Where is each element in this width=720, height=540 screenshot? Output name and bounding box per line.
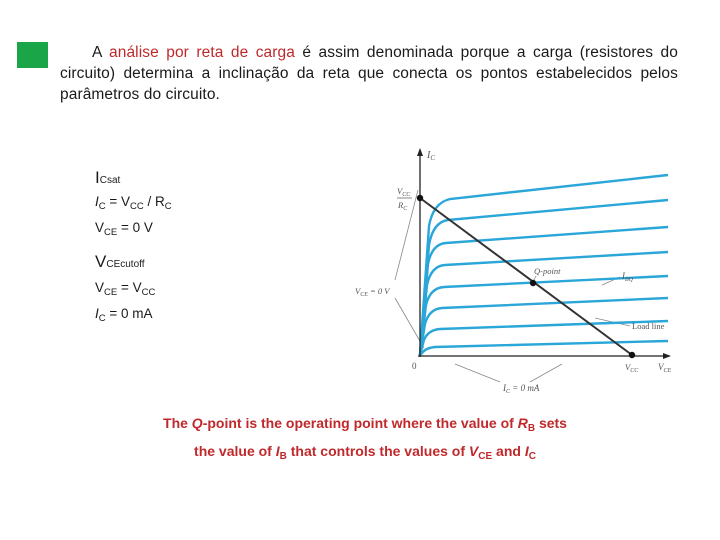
vcc-rc-top-label: $V_{CC}$ [397, 186, 411, 198]
characteristic-curves [420, 175, 668, 355]
ic-equation-2: $I_C = 0$ mA [95, 306, 153, 324]
intro-before: A [92, 44, 109, 61]
load-line [420, 198, 632, 355]
slide-marker [17, 42, 48, 68]
x-axis-label: $V_{CE}$ [658, 362, 672, 374]
ic-equation: $I_C = V_{CC} / R_C$ [95, 194, 172, 212]
vcc-label: $V_{CC}$ [625, 362, 639, 374]
q-point-label: Q-point [534, 266, 561, 276]
load-line-chart [340, 140, 690, 410]
vcc-rc-bottom-label: $R_C$ [398, 200, 408, 212]
origin-label: 0 [412, 361, 417, 371]
caption [130, 412, 600, 468]
vce-equation-2: $V_{CE} = V_{CC}$ [95, 280, 156, 298]
load-line-label: Load line [632, 321, 665, 331]
y-axis-label: $I_C$ [427, 150, 436, 162]
vcc-point [629, 352, 635, 358]
vcc-rc-point [417, 195, 423, 201]
intro-after: é assim denominada porque a carga (resistores do circuito) determina a inclinação da reta que conecta os pontos estabelecidos pelos parâmetros do circuito. [60, 44, 679, 103]
vcecutoff-label: VCEcutoff [95, 252, 145, 271]
icsat-label: ICsat [95, 168, 121, 187]
vce-equation: $V_{CE} = 0$ V [95, 220, 153, 238]
x-axis-arrow [663, 353, 671, 359]
intro-paragraph [60, 42, 678, 105]
y-axis-arrow [417, 148, 423, 156]
q-point-dot [530, 280, 536, 286]
curve-ib-2 [420, 321, 668, 355]
caption-line-1: The Q-point is the operating point where the value of $R_B$ sets [163, 415, 567, 434]
vce0-label: $V_{CE} = 0$ V [355, 286, 390, 298]
leader-ic0-right [530, 364, 562, 382]
leader-ic0-left [455, 364, 500, 382]
caption-line-2: the value of $I_B$ that controls the values of $V_{CE}$ and $I_C$ [194, 443, 536, 462]
ic0-label: $I_C = 0$ mA [503, 383, 540, 395]
intro-highlight: análise por reta de carga [109, 44, 295, 61]
ibq-label: $I_{BQ}$ [622, 271, 633, 283]
